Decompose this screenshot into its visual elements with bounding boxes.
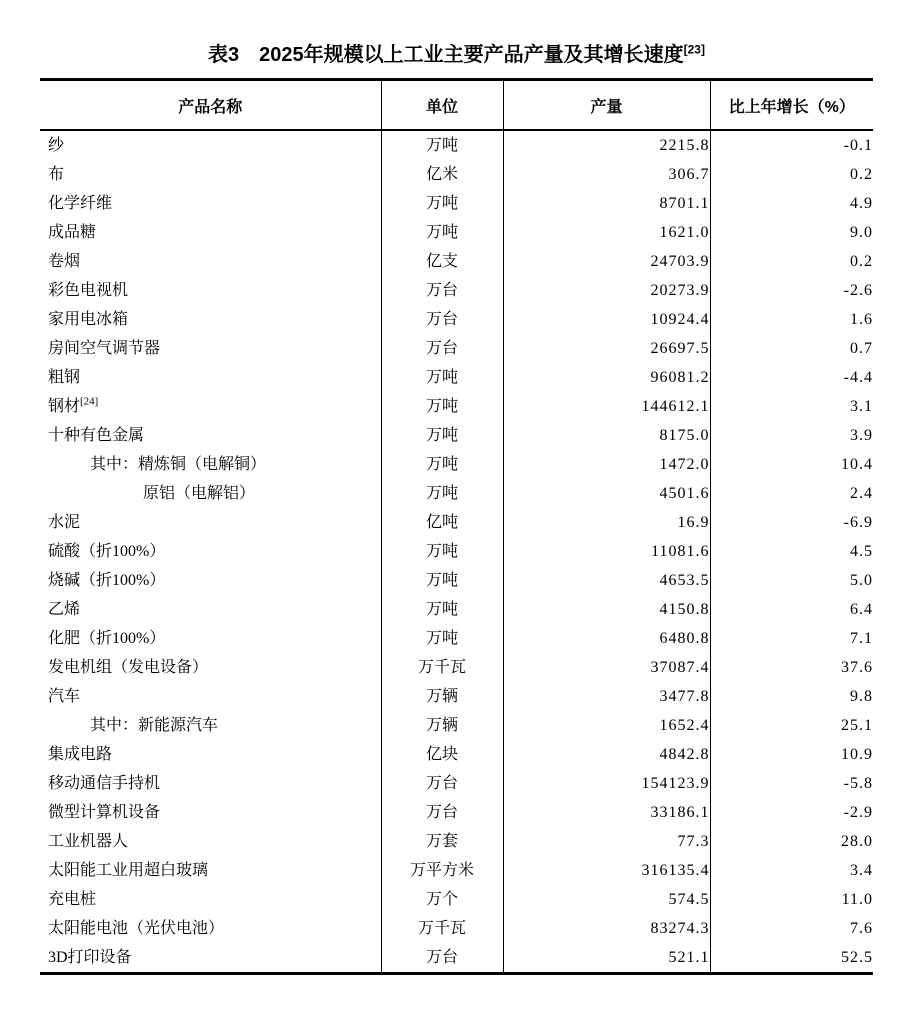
output-value-cell: 33186.1 [503,798,710,827]
unit-cell: 万台 [381,769,503,798]
growth-value-cell: -4.4 [710,363,873,392]
table-row [40,363,873,392]
table-row [40,130,873,160]
product-name-cell: 家用电冰箱 [48,311,129,328]
unit-cell: 万台 [381,943,503,974]
growth-value-cell: 4.5 [710,537,873,566]
growth-value-cell: 11.0 [710,885,873,914]
output-value-cell: 16.9 [503,508,710,537]
product-name-cell: 3D打印设备 [48,949,132,966]
table-row [40,885,873,914]
output-value-cell: 1472.0 [503,450,710,479]
product-name-cell: 化学纤维 [48,195,113,212]
growth-value-cell: -2.6 [710,276,873,305]
output-value-cell: 8175.0 [503,421,710,450]
table-row [40,276,873,305]
growth-value-cell: 0.2 [710,160,873,189]
unit-cell: 万吨 [381,566,503,595]
unit-cell: 万台 [381,798,503,827]
growth-value-cell: 9.8 [710,682,873,711]
col-header-growth: 比上年增长（%） [710,80,873,131]
growth-value-cell: 0.2 [710,247,873,276]
unit-cell: 亿吨 [381,508,503,537]
table-row [40,653,873,682]
unit-cell: 万吨 [381,537,503,566]
table-row [40,798,873,827]
unit-cell: 万吨 [381,189,503,218]
growth-value-cell: 0.7 [710,334,873,363]
output-value-cell: 4653.5 [503,566,710,595]
table-row [40,189,873,218]
output-value-cell: 3477.8 [503,682,710,711]
growth-value-cell: 5.0 [710,566,873,595]
output-value-cell: 1652.4 [503,711,710,740]
unit-cell: 万吨 [381,218,503,247]
table-row [40,247,873,276]
product-name-cell: 钢材[24] [48,395,99,415]
product-name-cell: 成品糖 [48,224,97,241]
product-name-cell: 汽车 [48,688,81,705]
product-name-cell: 充电桩 [48,891,97,908]
table-row [40,160,873,189]
unit-cell: 万个 [381,885,503,914]
growth-value-cell: -5.8 [710,769,873,798]
growth-value-cell: -6.9 [710,508,873,537]
output-value-cell: 37087.4 [503,653,710,682]
product-name-cell: 卷烟 [48,253,81,270]
product-name-cell: 水泥 [48,514,81,531]
growth-value-cell: -2.9 [710,798,873,827]
unit-cell: 亿米 [381,160,503,189]
industrial-products-table [40,78,873,975]
table-title [40,42,873,68]
product-name-cell: 发电机组（发电设备） [48,659,209,676]
table-body [40,130,873,974]
table-row [40,740,873,769]
unit-cell: 万吨 [381,624,503,653]
product-name-cell: 粗钢 [48,369,81,386]
product-name-cell: 太阳能电池（光伏电池） [48,920,225,937]
table-row [40,682,873,711]
table-row [40,450,873,479]
table-row [40,508,873,537]
growth-value-cell: -0.1 [710,130,873,160]
product-name-cell: 移动通信手持机 [48,775,161,792]
product-name-cell: 化肥（折100%） [48,630,166,647]
product-name-cell: 烧碱（折100%） [48,572,166,589]
table-row [40,537,873,566]
unit-cell: 万辆 [381,711,503,740]
product-name-cell: 太阳能工业用超白玻璃 [48,862,209,879]
product-name-cell: 原铝（电解铝） [143,485,256,502]
output-value-cell: 83274.3 [503,914,710,943]
table-row [40,334,873,363]
output-value-cell: 4501.6 [503,479,710,508]
output-value-cell: 6480.8 [503,624,710,653]
table-row [40,711,873,740]
unit-cell: 万台 [381,334,503,363]
growth-value-cell: 10.9 [710,740,873,769]
growth-value-cell: 7.6 [710,914,873,943]
growth-value-cell: 52.5 [710,943,873,974]
table-row [40,392,873,421]
unit-cell: 万平方米 [381,856,503,885]
col-header-unit: 单位 [381,80,503,131]
table-row [40,914,873,943]
growth-value-cell: 3.9 [710,421,873,450]
table-row [40,421,873,450]
output-value-cell: 26697.5 [503,334,710,363]
output-value-cell: 4842.8 [503,740,710,769]
table-row [40,856,873,885]
unit-cell: 万千瓦 [381,653,503,682]
unit-cell: 万套 [381,827,503,856]
output-value-cell: 8701.1 [503,189,710,218]
unit-cell: 万吨 [381,392,503,421]
output-value-cell: 574.5 [503,885,710,914]
unit-cell: 亿支 [381,247,503,276]
growth-value-cell: 37.6 [710,653,873,682]
growth-value-cell: 28.0 [710,827,873,856]
growth-value-cell: 10.4 [710,450,873,479]
growth-value-cell: 2.4 [710,479,873,508]
header-row [40,80,873,131]
table-row [40,624,873,653]
unit-cell: 万千瓦 [381,914,503,943]
footnote-ref: [24] [80,395,99,408]
growth-value-cell: 4.9 [710,189,873,218]
output-value-cell: 154123.9 [503,769,710,798]
product-name-cell: 纱 [48,137,65,154]
output-value-cell: 4150.8 [503,595,710,624]
output-value-cell: 1621.0 [503,218,710,247]
output-value-cell: 24703.9 [503,247,710,276]
growth-value-cell: 1.6 [710,305,873,334]
output-value-cell: 144612.1 [503,392,710,421]
product-name-cell: 其中：新能源汽车 [90,717,219,734]
table-title-text: 表3 2025年规模以上工业主要产品产量及其增长速度 [208,44,684,66]
output-value-cell: 306.7 [503,160,710,189]
unit-cell: 万吨 [381,421,503,450]
growth-value-cell: 3.1 [710,392,873,421]
product-name-cell: 其中：精炼铜（电解铜） [90,456,267,473]
table-row [40,595,873,624]
unit-cell: 万吨 [381,363,503,392]
growth-value-cell: 6.4 [710,595,873,624]
growth-value-cell: 25.1 [710,711,873,740]
output-value-cell: 521.1 [503,943,710,974]
output-value-cell: 20273.9 [503,276,710,305]
product-name-cell: 布 [48,166,65,183]
output-value-cell: 96081.2 [503,363,710,392]
unit-cell: 万吨 [381,130,503,160]
product-name-cell: 房间空气调节器 [48,340,161,357]
product-name-cell: 彩色电视机 [48,282,129,299]
output-value-cell: 2215.8 [503,130,710,160]
growth-value-cell: 7.1 [710,624,873,653]
table-row [40,479,873,508]
product-name-cell: 乙烯 [48,601,81,618]
growth-value-cell: 9.0 [710,218,873,247]
product-name-cell: 十种有色金属 [48,427,145,444]
unit-cell: 亿块 [381,740,503,769]
product-name-cell: 微型计算机设备 [48,804,161,821]
output-value-cell: 77.3 [503,827,710,856]
table-row [40,305,873,334]
table-row [40,218,873,247]
table-row [40,769,873,798]
growth-value-cell: 3.4 [710,856,873,885]
output-value-cell: 10924.4 [503,305,710,334]
output-value-cell: 11081.6 [503,537,710,566]
col-header-output: 产量 [503,80,710,131]
col-header-product-name: 产品名称 [40,80,381,131]
table-title-footnote-ref: [23] [683,42,705,57]
unit-cell: 万吨 [381,450,503,479]
table-row [40,827,873,856]
unit-cell: 万台 [381,276,503,305]
unit-cell: 万吨 [381,595,503,624]
product-name-cell: 工业机器人 [48,833,129,850]
product-name-cell: 集成电路 [48,746,113,763]
unit-cell: 万辆 [381,682,503,711]
output-value-cell: 316135.4 [503,856,710,885]
table-row [40,943,873,974]
unit-cell: 万台 [381,305,503,334]
unit-cell: 万吨 [381,479,503,508]
table-row [40,566,873,595]
product-name-cell: 硫酸（折100%） [48,543,166,560]
